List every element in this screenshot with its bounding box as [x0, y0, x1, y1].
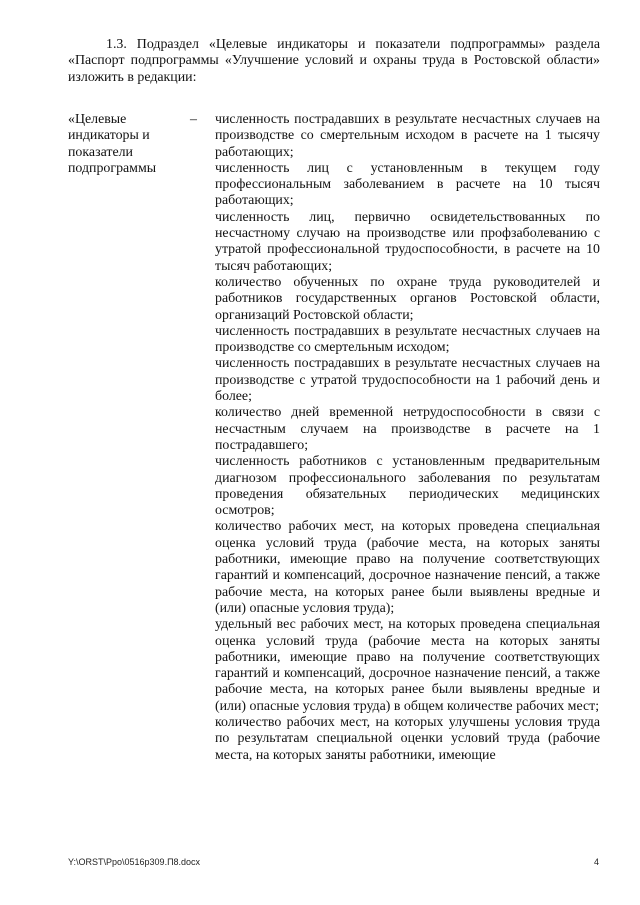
- indicator-item: численность работников с установленным предварительным диагнозом профессионального заболевания по результатам проведения обязательных периодических медицинских осмотров;: [215, 454, 600, 519]
- indicator-item: численность пострадавших в результате несчастных случаев на производстве со смертельным исходом;: [215, 323, 600, 356]
- indicator-item: численность лиц с установленным в текущем году профессиональным заболеванием в расчете на 10 тысяч работающих;: [215, 160, 600, 209]
- indicator-item: количество дней временной нетрудоспособности в связи с несчастным случаем на производстве в расчете на 1 пострадавшего;: [215, 405, 600, 453]
- footer-file-path: Y:\ORST\Ppo\0516p309.П8.docx: [68, 857, 201, 867]
- indicator-item: количество обученных по охране труда руководителей и работников государственных органов Ростовской области, организаций Ростовской области;: [215, 274, 600, 323]
- indicator-item: численность лиц, первично освидетельствованных по несчастному случаю на производстве или профзаболеванию с утратой профессиональной трудоспособности, в расчете на 10 тысяч работающих;: [215, 209, 600, 274]
- label-dash: –: [190, 112, 197, 127]
- section-label: «Целевые индикаторы и показатели подпрограммы: [68, 112, 157, 176]
- indicator-item: количество рабочих мест, на которых проведена специальная оценка условий труда (рабочие места, на которых заняты работники, имеющие право на получение соответствующих гарантий и компенсаций, досрочное назначение пенсий, а также рабочие места, на которых ранее были выявлены вредные и (или) опасные условия труда);: [215, 519, 600, 616]
- footer-page-number: 4: [594, 857, 600, 867]
- intro-paragraph: 1.3. Подраздел «Целевые индикаторы и показатели подпрограммы» раздела «Паспорт подпрограммы «Улучшение условий и охраны труда в Ростовской области» изложить в редакции:: [68, 37, 600, 85]
- indicator-item: численность пострадавших в результате несчастных случаев на производстве с утратой трудоспособности на 1 рабочий день и более;: [215, 356, 600, 405]
- indicator-item: удельный вес рабочих мест, на которых проведена специальная оценка условий труда (рабочие места на которых заняты работники, имеющие право на получение соответствующих гарантий и компенсаций, досрочное назначение пенсий, а также рабочие места, на которых ранее были выявлены вредные и (или) опасные условия труда) в общем количестве рабочих мест;: [215, 617, 600, 714]
- indicators-list: [215, 112, 600, 764]
- indicator-item: численность пострадавших в результате несчастных случаев на производстве со смертельным исходом в расчете на 1 тысячу работающих;: [215, 112, 600, 160]
- indicator-item: количество рабочих мест, на которых улучшены условия труда по результатам специальной оценки условий труда (рабочие места, на которых заняты работники, имеющие: [215, 714, 600, 763]
